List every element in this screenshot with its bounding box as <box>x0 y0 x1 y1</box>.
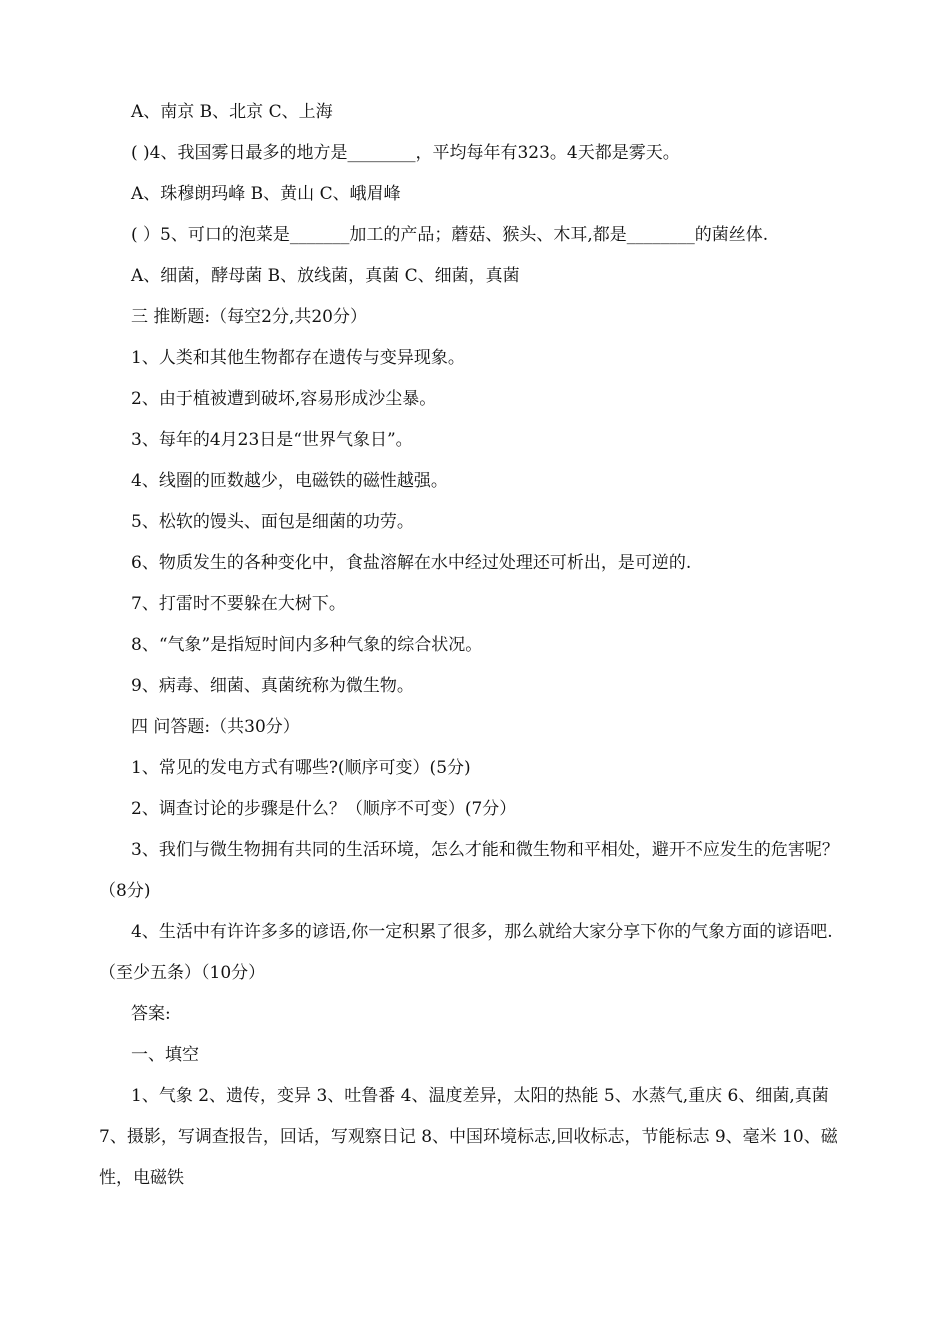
section-heading: 三 推断题:（每空2分,共20分） <box>131 307 367 327</box>
judgment-item: 7、打雷时不要躲在大树下。 <box>131 594 346 614</box>
judgment-item: 5、松软的馒头、面包是细菌的功劳。 <box>131 512 414 532</box>
option-line: A、细菌，酵母菌 B、放线菌，真菌 C、细菌，真菌 <box>131 266 520 286</box>
judgment-item: 8、“气象”是指短时间内多种气象的综合状况。 <box>131 635 483 655</box>
document-content <box>99 92 859 1199</box>
section-heading: 一、填空 <box>131 1045 199 1065</box>
judgment-item: 6、物质发生的各种变化中，食盐溶解在水中经过处理还可析出，是可逆的. <box>131 553 692 573</box>
answer-paragraph: 1、气象 2、遗传，变异 3、吐鲁番 4、温度差异，太阳的热能 5、水蒸气,重庆 6、细菌,真菌 7、摄影，写调查报告，回话，写观察日记 8、中国环境标志,回收标志，节能标志 9、毫米 10、磁性，电磁铁 <box>99 1086 838 1188</box>
qa-item: 1、常见的发电方式有哪些?(顺序可变）(5分) <box>131 758 471 778</box>
section-heading: 四 问答题:（共30分） <box>131 717 300 737</box>
judgment-item: 2、由于植被遭到破坏,容易形成沙尘暴。 <box>131 389 437 409</box>
qa-item: 2、调查讨论的步骤是什么？（顺序不可变）(7分） <box>131 799 517 819</box>
judgment-item: 3、每年的4月23日是“世界气象日”。 <box>131 430 413 450</box>
judgment-item: 9、病毒、细菌、真菌统称为微生物。 <box>131 676 414 696</box>
judgment-item: 1、人类和其他生物都存在遗传与变异现象。 <box>131 348 465 368</box>
option-line: A、珠穆朗玛峰 B、黄山 C、峨眉峰 <box>131 184 401 204</box>
question-line: ( ）5、可口的泡菜是_______加工的产品；蘑菇、猴头、木耳,都是________的菌丝体. <box>131 225 769 245</box>
qa-paragraph: 4、生活中有许许多多的谚语,你一定积累了很多，那么就给大家分享下你的气象方面的谚语吧.（至少五条）（10分） <box>99 922 833 983</box>
judgment-item: 4、线圈的匝数越少，电磁铁的磁性越强。 <box>131 471 448 491</box>
answer-heading: 答案: <box>131 1004 171 1024</box>
qa-paragraph: 3、我们与微生物拥有共同的生活环境，怎么才能和微生物和平相处，避开不应发生的危害呢？（8分) <box>99 840 839 901</box>
option-line: A、南京 B、北京 C、上海 <box>131 102 333 122</box>
question-line: ( )4、我国雾日最多的地方是________，平均每年有323。4天都是雾天。 <box>131 143 680 163</box>
